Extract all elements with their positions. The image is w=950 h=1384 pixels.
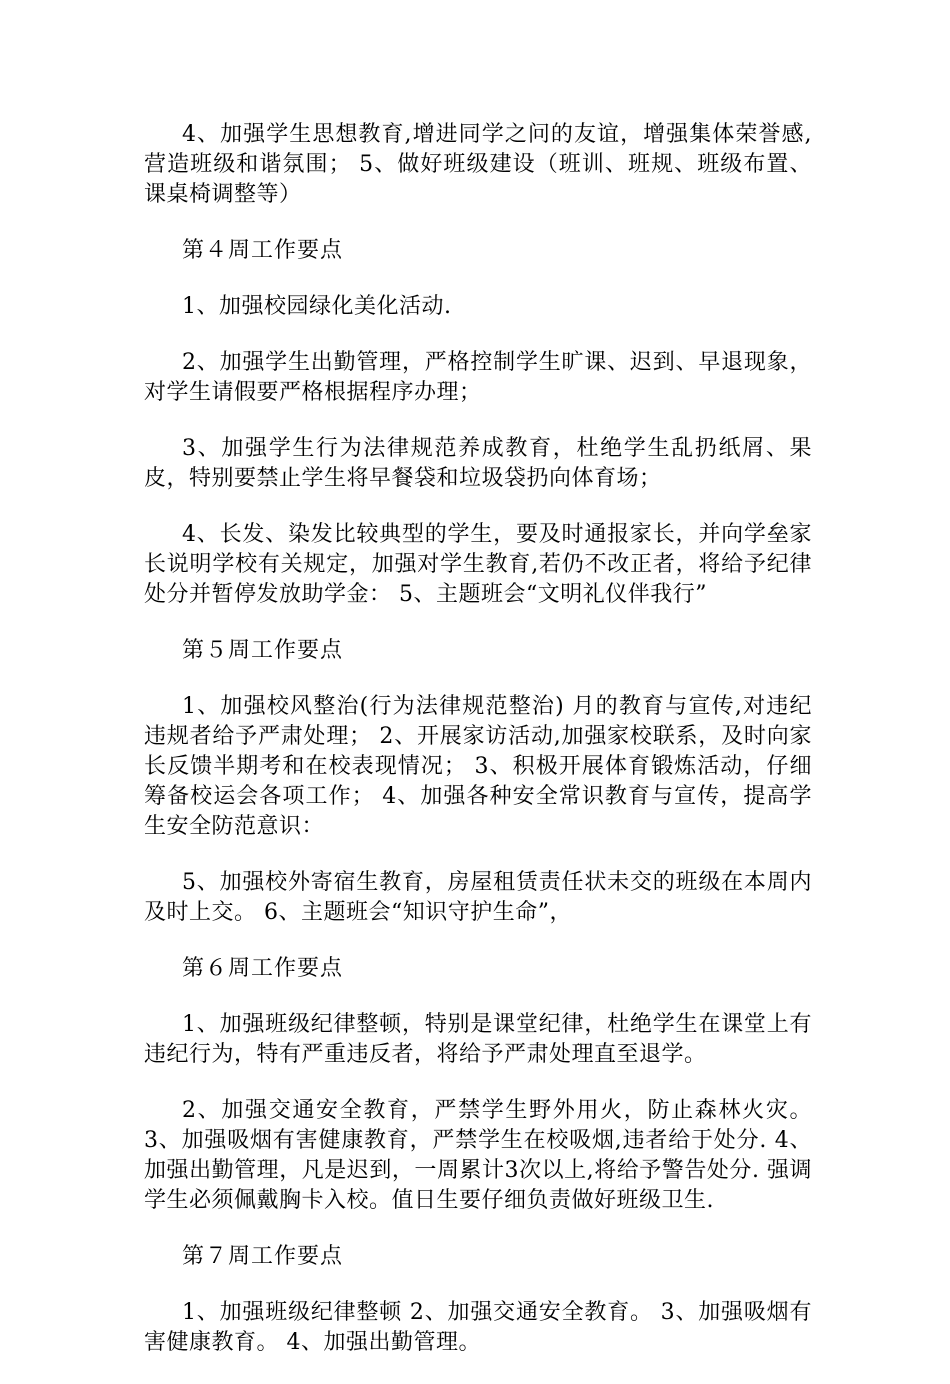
paragraph-week4-item-3: 3、加强学生行为法律规范养成教育，杜绝学生乱扔纸屑、果皮，特别要禁止学生将早餐袋和垃圾袋扔向体育场； <box>144 436 812 491</box>
paragraph-week7-items-1-4: 1、加强班级纪律整顿 2、加强交通安全教育。 3、加强吸烟有害健康教育。 4、加强出勤管理。 <box>144 1300 812 1355</box>
heading-week5: 第５周工作要点 <box>182 638 344 663</box>
paragraph-week6-items-2-4: 2、加强交通安全教育，严禁学生野外用火，防止森林火灾。 3、加强吸烟有害健康教育，严禁学生在校吸烟,违者给于处分. 4、加强出勤管理，凡是迟到，一周累计3次以上,将给予警告处分. 强调学生必须佩戴胸卡入校。值日生要仔细负责做好班级卫生. <box>144 1098 812 1213</box>
heading-week4: 第４周工作要点 <box>182 238 344 263</box>
paragraph-week4-item-2: 2、加强学生出勤管理，严格控制学生旷课、迟到、早退现象，对学生请假要严格根据程序办理； <box>144 350 812 405</box>
paragraph-week4-item-1: 1、加强校园绿化美化活动. <box>182 294 452 319</box>
paragraph-week5-items-1-4: 1、加强校风整治(行为法律规范整治) 月的教育与宣传,对违纪违规者给予严肃处理； 2、开展家访活动,加强家校联系，及时向家长反馈半期考和在校表现情况； 3、积极开展体育锻炼活动，仔细筹备校运会各项工作； 4、加强各种安全常识教育与宣传，提高学生安全防范意识： <box>144 694 812 839</box>
heading-week7: 第７周工作要点 <box>182 1244 344 1269</box>
document-page <box>144 120 812 1384</box>
paragraph-week4-items-4-5: 4、长发、染发比较典型的学生，要及时通报家长，并向学垒家长说明学校有关规定，加强对学生教育,若仍不改正者，将给予纪律处分并暂停发放助学金： 5、主题班会“文明礼仪伴我行” <box>144 522 812 607</box>
paragraph-week6-item-1: 1、加强班级纪律整顿，特别是课堂纪律，杜绝学生在课堂上有违纪行为，特有严重违反者，将给予严肃处理直至退学。 <box>144 1012 812 1067</box>
paragraph-week5-items-5-6: 5、加强校外寄宿生教育，房屋租赁责任状未交的班级在本周内及时上交。 6、主题班会“知识守护生命”， <box>144 870 812 925</box>
heading-week6: 第６周工作要点 <box>182 956 344 981</box>
paragraph-week3-items-4-5: 4、加强学生思想教育,增进同学之问的友谊，增强集体荣誉感,营造班级和谐氛围； 5、做好班级建设（班训、班规、班级布置、课桌椅调整等） <box>144 122 812 207</box>
